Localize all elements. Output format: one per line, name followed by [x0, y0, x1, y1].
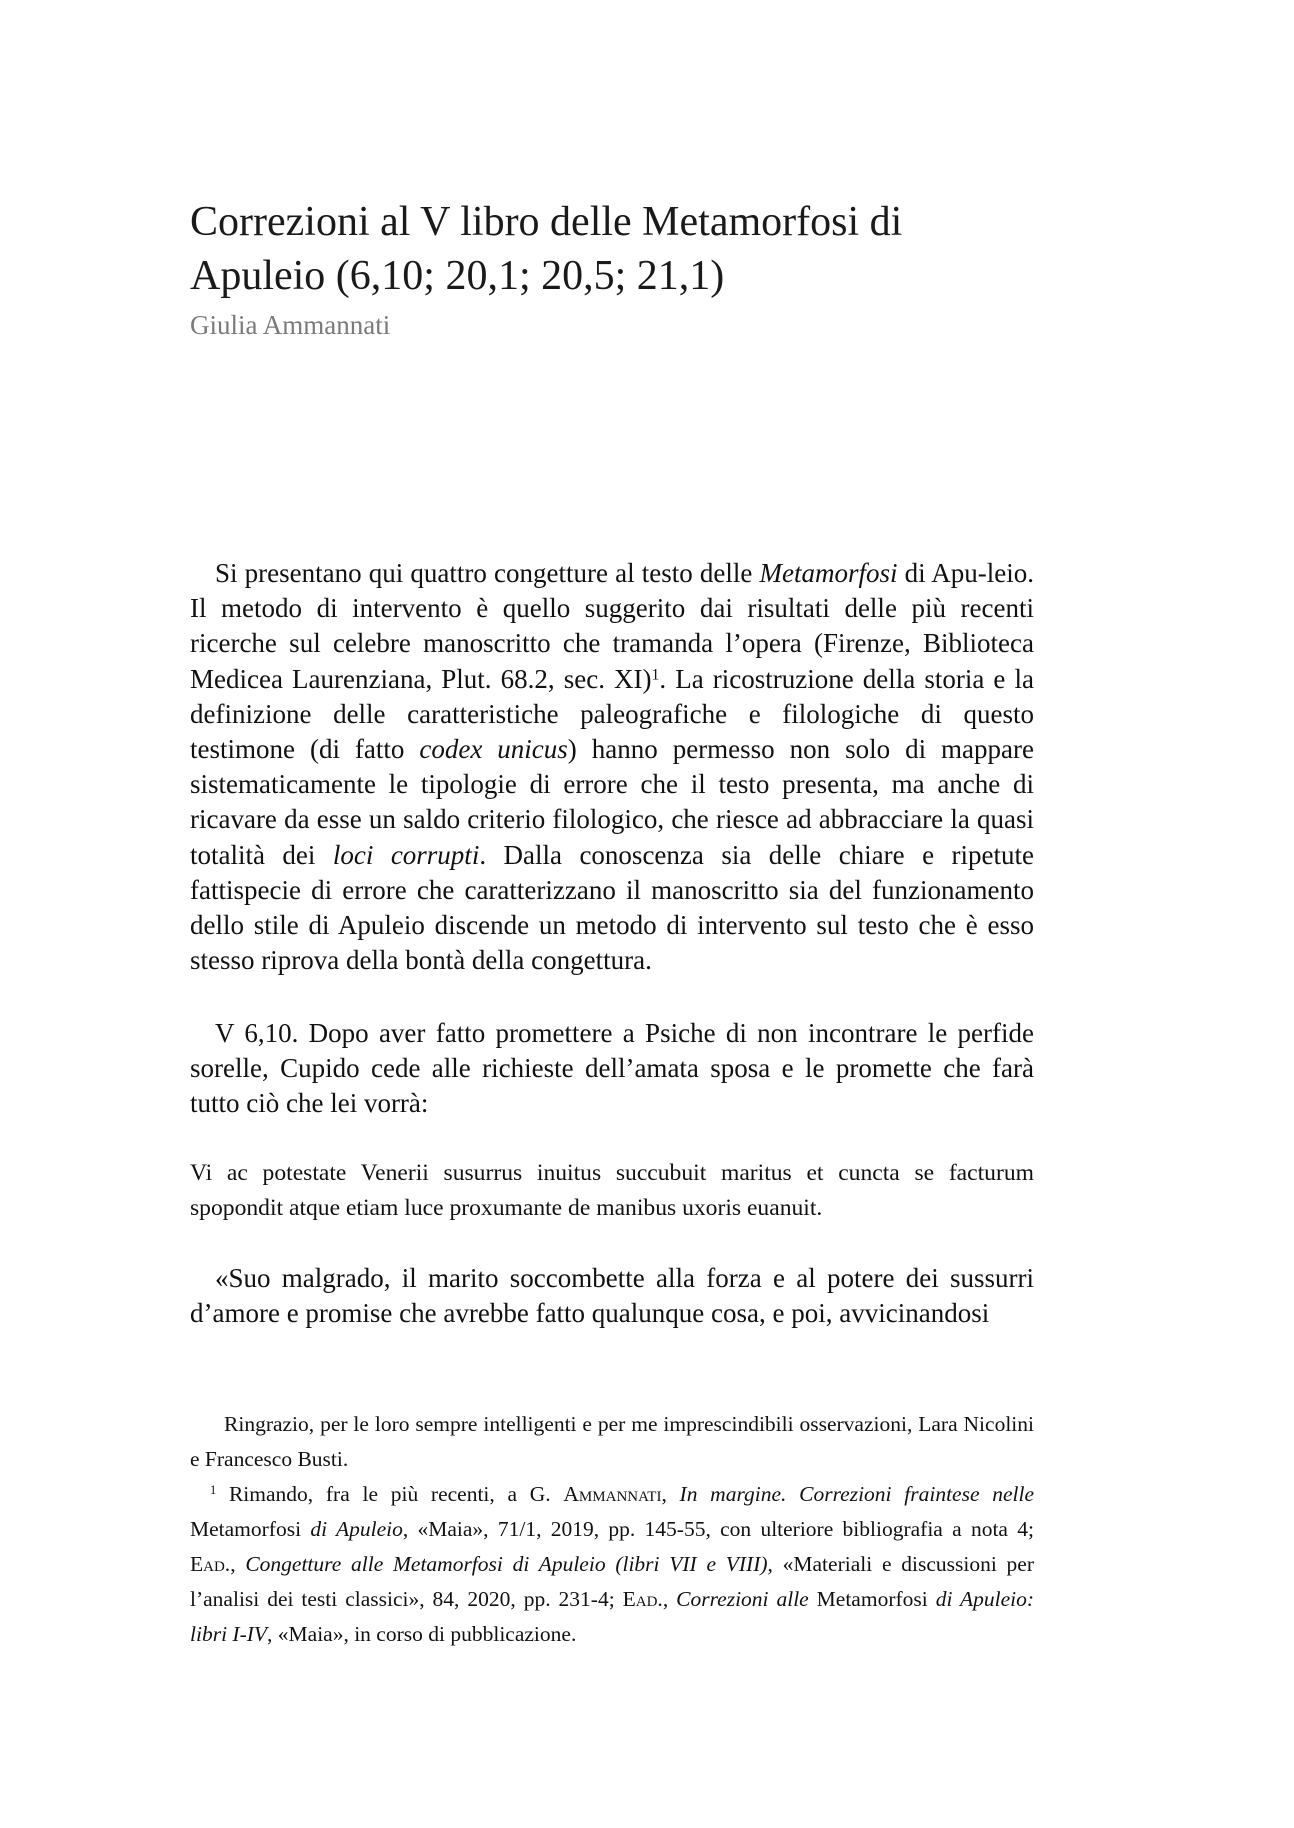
footnote-marker: 1 — [210, 1483, 217, 1498]
title-line-2: Apuleio (6,10; 20,1; 20,5; 21,1) — [190, 253, 725, 299]
footnote-text: , — [230, 1552, 246, 1576]
footnote-ref-1[interactable]: 1 — [651, 666, 660, 683]
footnote-text: , «Maia», in corso di pubblicazione. — [267, 1622, 577, 1646]
paragraph-text: di Apu-leio. Il metodo di intervento è quello suggerito dai risultati delle più recenti ricerche sul celebre manoscritto che tramanda l’opera (Firenze, Biblioteca Medicea Laurenziana, Plut. 68.2, sec. XI) — [190, 558, 1034, 694]
article-title — [190, 195, 1090, 303]
footnotes — [190, 1407, 1034, 1652]
intro-paragraph — [190, 556, 1034, 978]
footnote-text: , «Materiali e discussioni per l’analisi dei testi classici», 84, 2020, pp. 231-4; — [190, 1552, 1034, 1611]
footnote-italic: Correzioni alle — [676, 1587, 809, 1611]
footnote-text: , — [661, 1482, 680, 1506]
section-paragraph: V 6,10. Dopo aver fatto promettere a Psiche di non incontrare le perfide sorelle, Cupido cede alle richieste dell’amata sposa e le promette che farà tutto ciò che lei vorrà: — [190, 1018, 1034, 1119]
paragraph-text: . La ricostruzione della storia e la definizione delle caratteristiche paleografiche e filologiche di questo testimone (di fatto — [190, 663, 1034, 765]
footnote-text: , — [662, 1587, 677, 1611]
italic-term: codex unicus — [419, 734, 568, 765]
footnote-italic: di Apuleio — [301, 1517, 403, 1541]
paragraph-text: Si presentano qui quattro congetture al testo delle — [215, 558, 760, 588]
paragraph-text: . Dalla conoscenza sia delle chiare e ripetute fattispecie di errore che caratterizzano il manoscritto sia del funzionamento dello stile di Apuleio discende un metodo di intervento sul testo che è esso stesso riprova della bontà della congettura. — [190, 839, 1034, 976]
italic-term: Metamorfosi — [759, 558, 898, 588]
footnote-italic: In margine. Correzioni fraintese nelle — [679, 1482, 1034, 1506]
ead-small-caps: Ead. — [190, 1552, 231, 1576]
footnote-text: Metamorfosi — [808, 1587, 936, 1611]
author-name: Giulia Ammannati — [190, 310, 391, 340]
paragraph-text: ) hanno permesso non solo di mappare sistematicamente le tipologie di errore che il testo presenta, ma anche di ricavare da esse un saldo criterio filologico, che riesce ad abbracciare la quasi totalità dei — [190, 734, 1034, 870]
footnote-1 — [190, 1477, 1034, 1652]
italic-term: loci corrupti — [332, 839, 480, 870]
title-line-1: Correzioni al V libro delle Metamorfosi di — [190, 199, 903, 245]
footnote-text: Rimando, fra le più recenti, a G. — [216, 1482, 564, 1506]
translation-paragraph: «Suo malgrado, il marito soccombette alla forza e al potere dei sussurri d’amore e promise che avrebbe fatto qualunque cosa, e poi, avvicinandosi — [190, 1263, 1034, 1329]
ead-small-caps: Ead. — [622, 1587, 663, 1611]
footnote-italic: Congetture alle Metamorfosi di Apuleio (libri VII e VIII) — [245, 1552, 768, 1576]
latin-quote: Vi ac potestate Venerii susurrus inuitus succubuit maritus et cuncta se facturum spopondit atque etiam luce proxumante de manibus uxoris euanuit. — [190, 1160, 1034, 1221]
footnote-text: , «Maia», 71/1, 2019, pp. 145-55, con ulteriore bibliografia a nota 4; — [402, 1517, 1034, 1541]
footnote-italic: di Apuleio: libri I-IV — [190, 1587, 1035, 1646]
author-small-caps: Ammannati — [563, 1482, 662, 1506]
acknowledgement-note: Ringrazio, per le loro sempre intelligenti e per me imprescindibili osservazioni, Lara Nicolini e Francesco Busti. — [190, 1412, 1034, 1471]
footnote-text: Metamorfosi — [190, 1517, 302, 1541]
